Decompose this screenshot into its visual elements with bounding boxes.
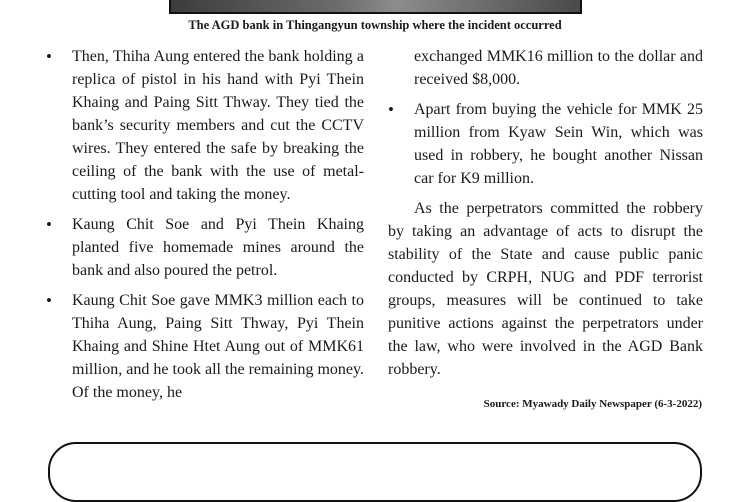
left-column: [46, 45, 364, 411]
next-article-box: [48, 442, 702, 502]
bullet-item: • Then, Thiha Aung entered the bank holding a replica of pistol in his hand with Pyi Thein Khaing and Paing Sitt Thway. They tied the bank’s security members and cut the CCTV wires. They entered the safe by breaking the ceiling of the bank with the use of metal-cutting tool and taking the money.: [46, 45, 364, 206]
bank-photo: [169, 0, 582, 14]
photo-caption: The AGD bank in Thingangyun township where the incident occurred: [188, 18, 562, 32]
bullet-item: • Kaung Chit Soe gave MMK3 million each to Thiha Aung, Paing Sitt Thway, Pyi Thein Khaing and Shine Htet Aung out of MMK61 million, and he took all the remaining money. Of the money, he: [46, 289, 364, 404]
closing-paragraph: As the perpetrators committed the robbery by taking an advantage of acts to disrupt the stability of the State and cause public panic conducted by CRPH, NUG and PDF terrorist groups, measures will be continued to take punitive actions against the perpetrators under the law, who were involved in the AGD Bank robbery.: [388, 200, 703, 378]
right-column: [388, 45, 703, 381]
bullet-item: • Kaung Chit Soe and Pyi Thein Khaing planted five homemade mines around the bank and also poured the petrol.: [46, 213, 364, 282]
source-credit: Source: Myawady Daily Newspaper (6-3-2022): [483, 398, 702, 410]
bullet-item: • Apart from buying the vehicle for MMK 25 million from Kyaw Sein Win, which was used in robbery, he bought another Nissan car for K9 million.: [388, 98, 703, 190]
bullet-continuation: exchanged MMK16 million to the dollar and received $8,000.: [414, 48, 703, 88]
